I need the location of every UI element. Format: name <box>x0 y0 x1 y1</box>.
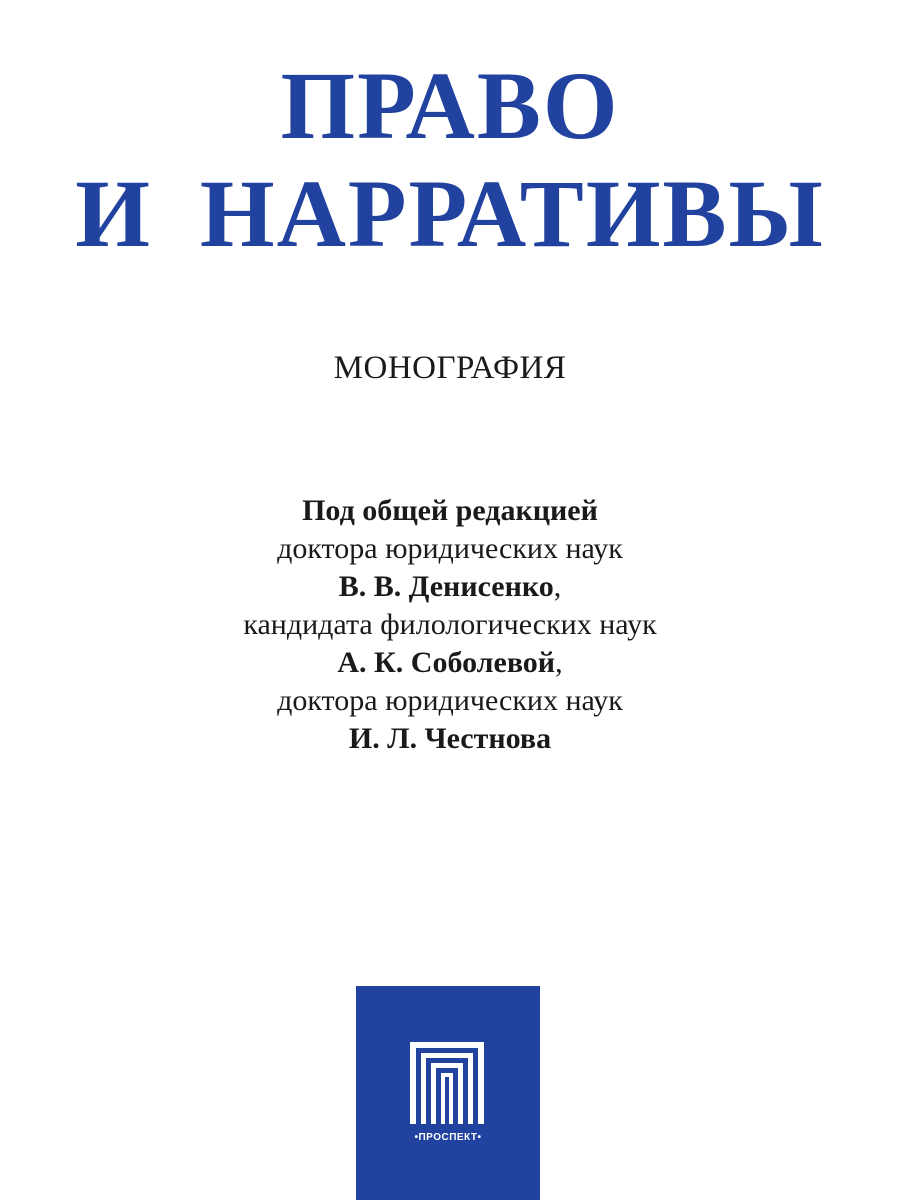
editor-degree-1: доктора юридических наук <box>277 532 623 565</box>
book-genre: МОНОГРАФИЯ <box>333 350 567 386</box>
book-title-line-1: ПРАВО <box>280 52 620 159</box>
editor-name-1: В. В. Денисенко <box>338 570 554 603</box>
editor-name-3: И. Л. Честнова <box>348 722 552 755</box>
publisher-gate-icon <box>410 1042 484 1124</box>
editor-degree-3: доктора юридических наук <box>277 684 623 717</box>
publisher-logo <box>356 986 540 1200</box>
editor-2: А. К. Соболевой, <box>337 646 563 679</box>
editor-name-2: А. К. Соболевой <box>337 646 556 679</box>
publisher-name: •ПРОСПЕКТ• <box>414 1132 482 1143</box>
editors-block <box>0 492 900 758</box>
book-title-line-2: И НАРРАТИВЫ <box>75 160 825 267</box>
editor-1: В. В. Денисенко, <box>338 570 562 603</box>
editors-heading: Под общей редакцией <box>302 494 598 527</box>
editor-degree-2: кандидата филологических наук <box>243 608 657 641</box>
